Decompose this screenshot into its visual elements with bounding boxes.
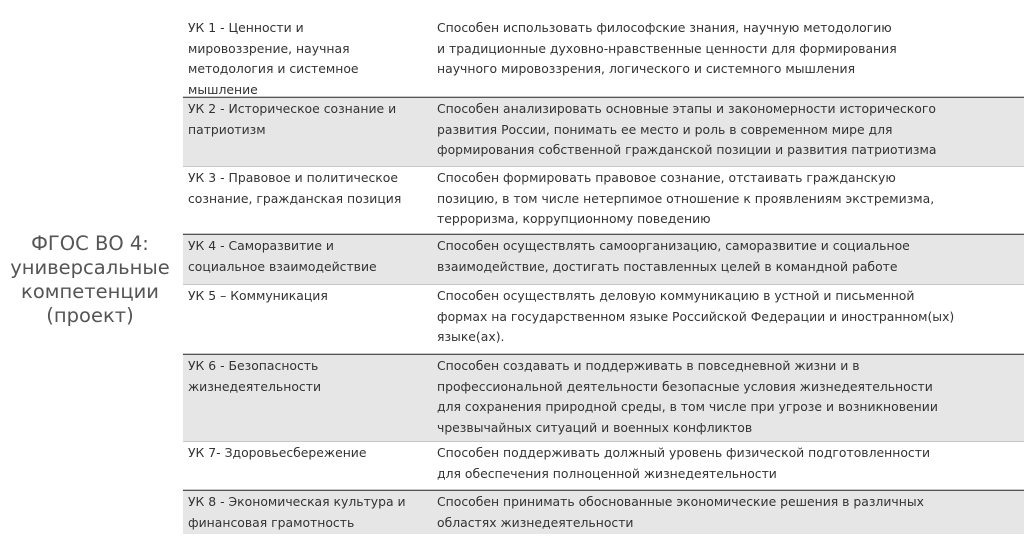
side-title-line: (проект) bbox=[46, 304, 134, 327]
table-row-uk7 bbox=[183, 442, 1024, 490]
competency-description-line: для сохранения природной среды, в том числе при угрозе и возникновении bbox=[437, 399, 938, 414]
competency-code-line: УК 8 - Экономическая культура и bbox=[188, 494, 406, 509]
competency-code-line: методология и системное bbox=[188, 61, 359, 76]
table-row-uk1 bbox=[183, 17, 1024, 97]
side-title-line: ФГОС ВО 4: bbox=[31, 232, 149, 255]
competency-description-cell bbox=[433, 167, 1024, 233]
competency-code-line: социальное взаимодействие bbox=[188, 258, 377, 274]
side-title bbox=[0, 232, 180, 328]
competency-description-line: формирования собственной гражданской позиции и развития патриотизма bbox=[437, 142, 937, 157]
competency-description-line: Способен поддерживать должный уровень физической подготовленности bbox=[437, 445, 931, 460]
table-row-uk8 bbox=[183, 490, 1024, 534]
competency-code-cell bbox=[183, 167, 433, 233]
competency-code-cell bbox=[183, 285, 433, 353]
competency-code-cell bbox=[183, 17, 433, 96]
competency-description-line: Способен принимать обоснованные экономические решения в различных bbox=[437, 494, 924, 509]
table-row-uk6 bbox=[183, 354, 1024, 442]
competency-code-line: мышление bbox=[188, 81, 258, 97]
competency-code-cell bbox=[183, 442, 433, 489]
competency-description-line: позицию, в том числе нетерпимое отношение к проявлениям экстремизма, bbox=[437, 190, 935, 206]
competency-code-line: УК 3 - Правовое и политическое bbox=[188, 170, 398, 185]
competencies-table bbox=[183, 17, 1024, 534]
competency-description-cell bbox=[433, 98, 1024, 166]
competency-description-line: и традиционные духовно-нравственные ценности для формирования bbox=[437, 40, 897, 56]
competency-code-line: финансовая грамотность bbox=[188, 514, 355, 530]
competency-code-cell bbox=[183, 235, 433, 284]
competency-description-line: развития России, понимать ее место и роль в современном мире для bbox=[437, 121, 893, 137]
competency-code-line: патриотизм bbox=[188, 121, 266, 137]
competency-description-line: терроризма, коррупционному поведению bbox=[437, 211, 711, 226]
competency-description-line: научного мировоззрения, логического и системного мышления bbox=[437, 61, 856, 76]
competency-code-line: жизнедеятельности bbox=[188, 378, 321, 394]
competency-description-cell bbox=[433, 285, 1024, 353]
competency-description-cell bbox=[433, 442, 1024, 489]
table-row-uk4 bbox=[183, 234, 1024, 285]
competency-description-line: Способен осуществлять деловую коммуникацию в устной и письменной bbox=[437, 288, 915, 303]
competency-code-cell bbox=[183, 98, 433, 166]
competency-code-line: УК 6 - Безопасность bbox=[188, 358, 319, 373]
competency-description-line: языке(ах). bbox=[437, 329, 505, 344]
competency-description-line: Способен анализировать основные этапы и закономерности исторического bbox=[437, 101, 936, 116]
competency-code-line: УК 4 - Саморазвитие и bbox=[188, 238, 334, 253]
competency-code-line: УК 7- Здоровьесбережение bbox=[188, 445, 367, 460]
competency-description-line: для обеспечения полноценной жизнедеятельности bbox=[437, 465, 777, 481]
competency-code-cell bbox=[183, 491, 433, 534]
competency-code-line: УК 5 – Коммуникация bbox=[188, 288, 328, 303]
competency-description-cell bbox=[433, 355, 1024, 441]
table-row-uk3 bbox=[183, 167, 1024, 234]
competency-description-cell bbox=[433, 235, 1024, 284]
side-title-line: компетенции bbox=[21, 280, 159, 303]
competency-code-line: мировоззрение, научная bbox=[188, 40, 350, 56]
competency-description-line: чрезвычайных ситуаций и военных конфликтов bbox=[437, 419, 753, 435]
table-row-uk5 bbox=[183, 285, 1024, 354]
competency-description-line: Способен использовать философские знания, научную методологию bbox=[437, 20, 892, 35]
competency-code-cell bbox=[183, 355, 433, 441]
competency-code-line: УК 2 - Историческое сознание и bbox=[188, 101, 397, 116]
competency-description-line: формах на государственном языке Российской Федерации и иностранном(ых) bbox=[437, 308, 955, 324]
competency-description-cell bbox=[433, 17, 1024, 96]
competency-code-line: сознание, гражданская позиция bbox=[188, 190, 402, 206]
table-row-uk2 bbox=[183, 97, 1024, 167]
competency-description-line: Способен создавать и поддерживать в повседневной жизни и в bbox=[437, 358, 860, 373]
competency-description-line: областях жизнедеятельности bbox=[437, 514, 634, 530]
competency-description-line: профессиональной деятельности безопасные условия жизнедеятельности bbox=[437, 378, 933, 394]
competency-description-line: взаимодействие, достигать поставленных целей в командной работе bbox=[437, 258, 898, 274]
competency-description-line: Способен осуществлять самоорганизацию, саморазвитие и социальное bbox=[437, 238, 910, 253]
side-title-line: универсальные bbox=[10, 256, 170, 279]
competency-code-line: УК 1 - Ценности и bbox=[188, 20, 304, 35]
competency-description-line: Способен формировать правовое сознание, отстаивать гражданскую bbox=[437, 170, 896, 185]
competency-description-cell bbox=[433, 491, 1024, 534]
